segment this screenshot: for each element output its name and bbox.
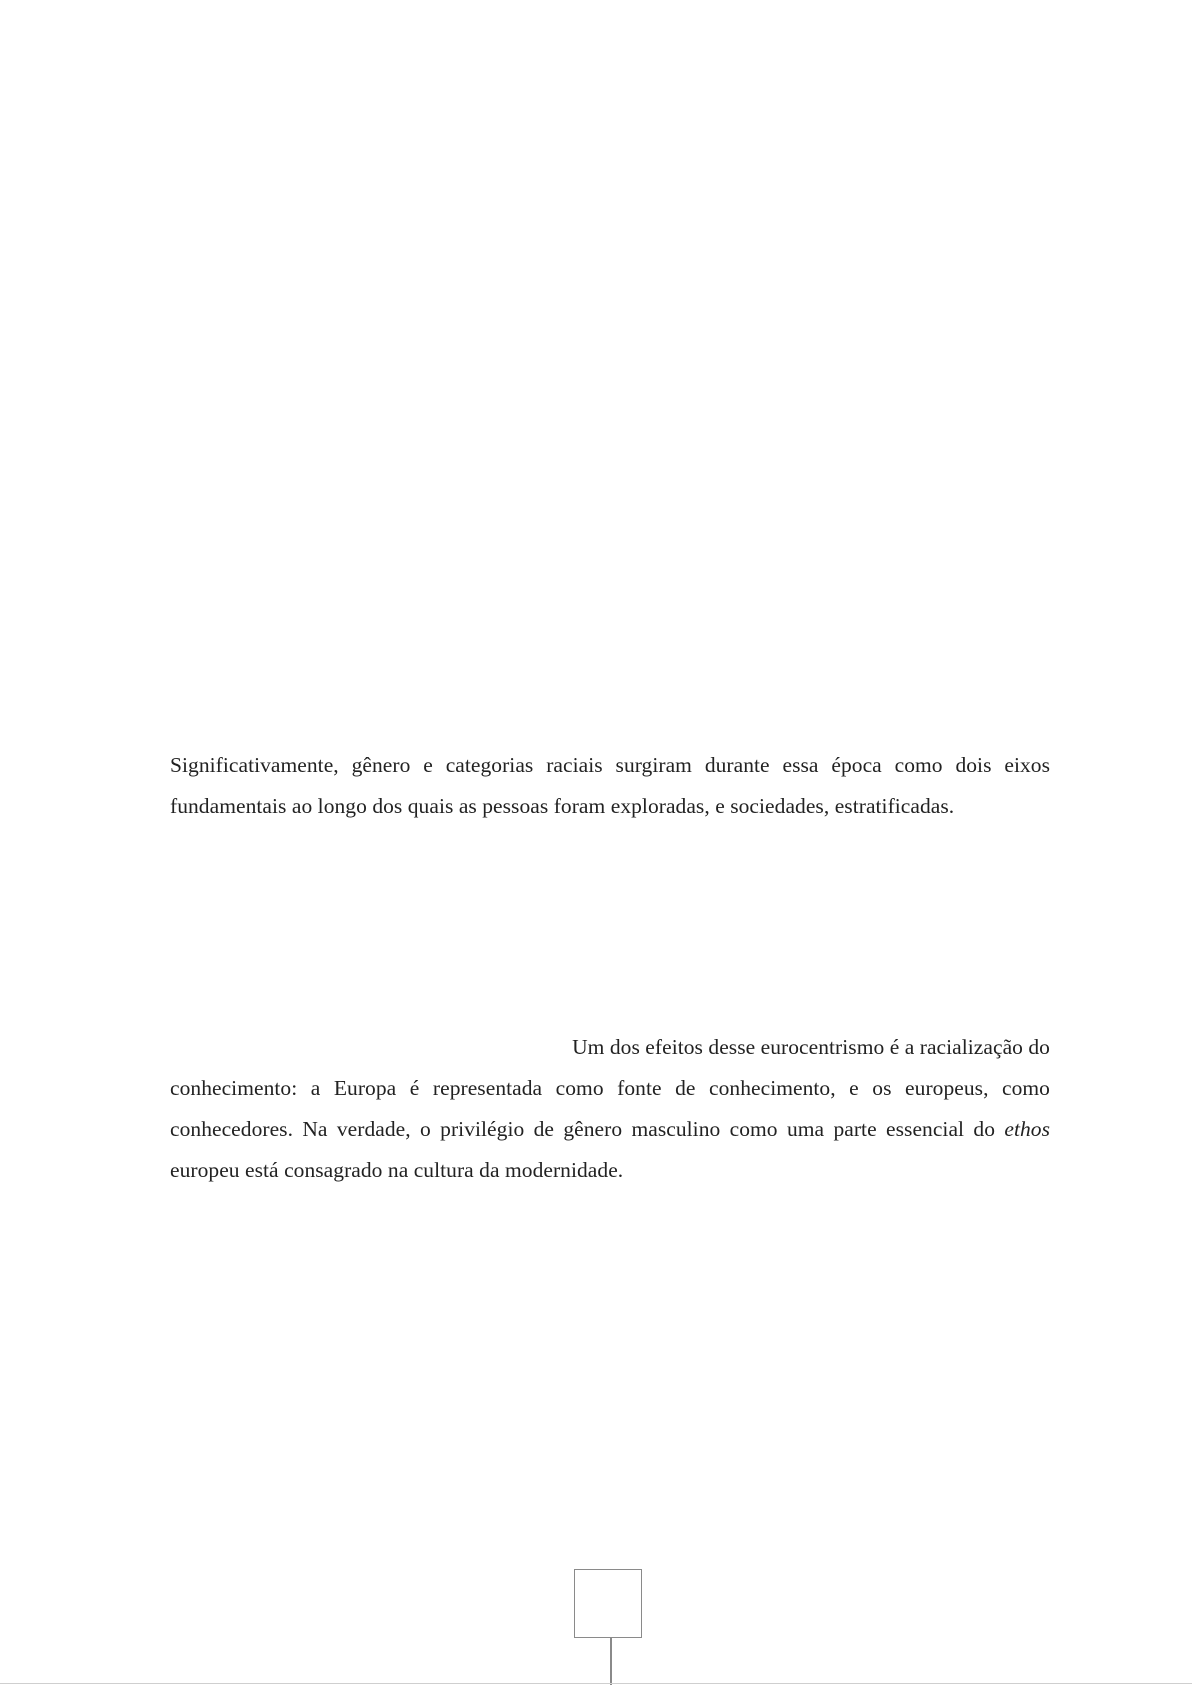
ethos-italic-term: ethos — [1004, 1117, 1050, 1141]
page-number-box — [574, 1569, 642, 1638]
paragraph-2-line-3 — [170, 1109, 1050, 1150]
paragraph-1-line-2: fundamentais ao longo dos quais as pessoas foram exploradas, e sociedades, estratificadas. — [170, 794, 955, 818]
body-paragraph-2 — [170, 1027, 1050, 1191]
paragraph-1-line-1: Significativamente, gênero e categorias raciais surgiram durante essa época como dois eixos — [170, 753, 1050, 777]
paragraph-2-line-1: Um dos efeitos desse eurocentrismo é a racialização do — [572, 1035, 1050, 1059]
footer-rule — [0, 1683, 1192, 1684]
paragraph-2-line-3-text: conhecedores. Na verdade, o privilégio de gênero masculino como uma parte essencial do — [170, 1117, 1005, 1141]
page-number-connector-line — [610, 1638, 612, 1685]
paragraph-2-line-4: europeu está consagrado na cultura da modernidade. — [170, 1158, 624, 1182]
body-paragraph-1 — [170, 745, 1050, 827]
paragraph-2-line-2: conhecimento: a Europa é representada como fonte de conhecimento, e os europeus, como — [170, 1076, 1050, 1100]
